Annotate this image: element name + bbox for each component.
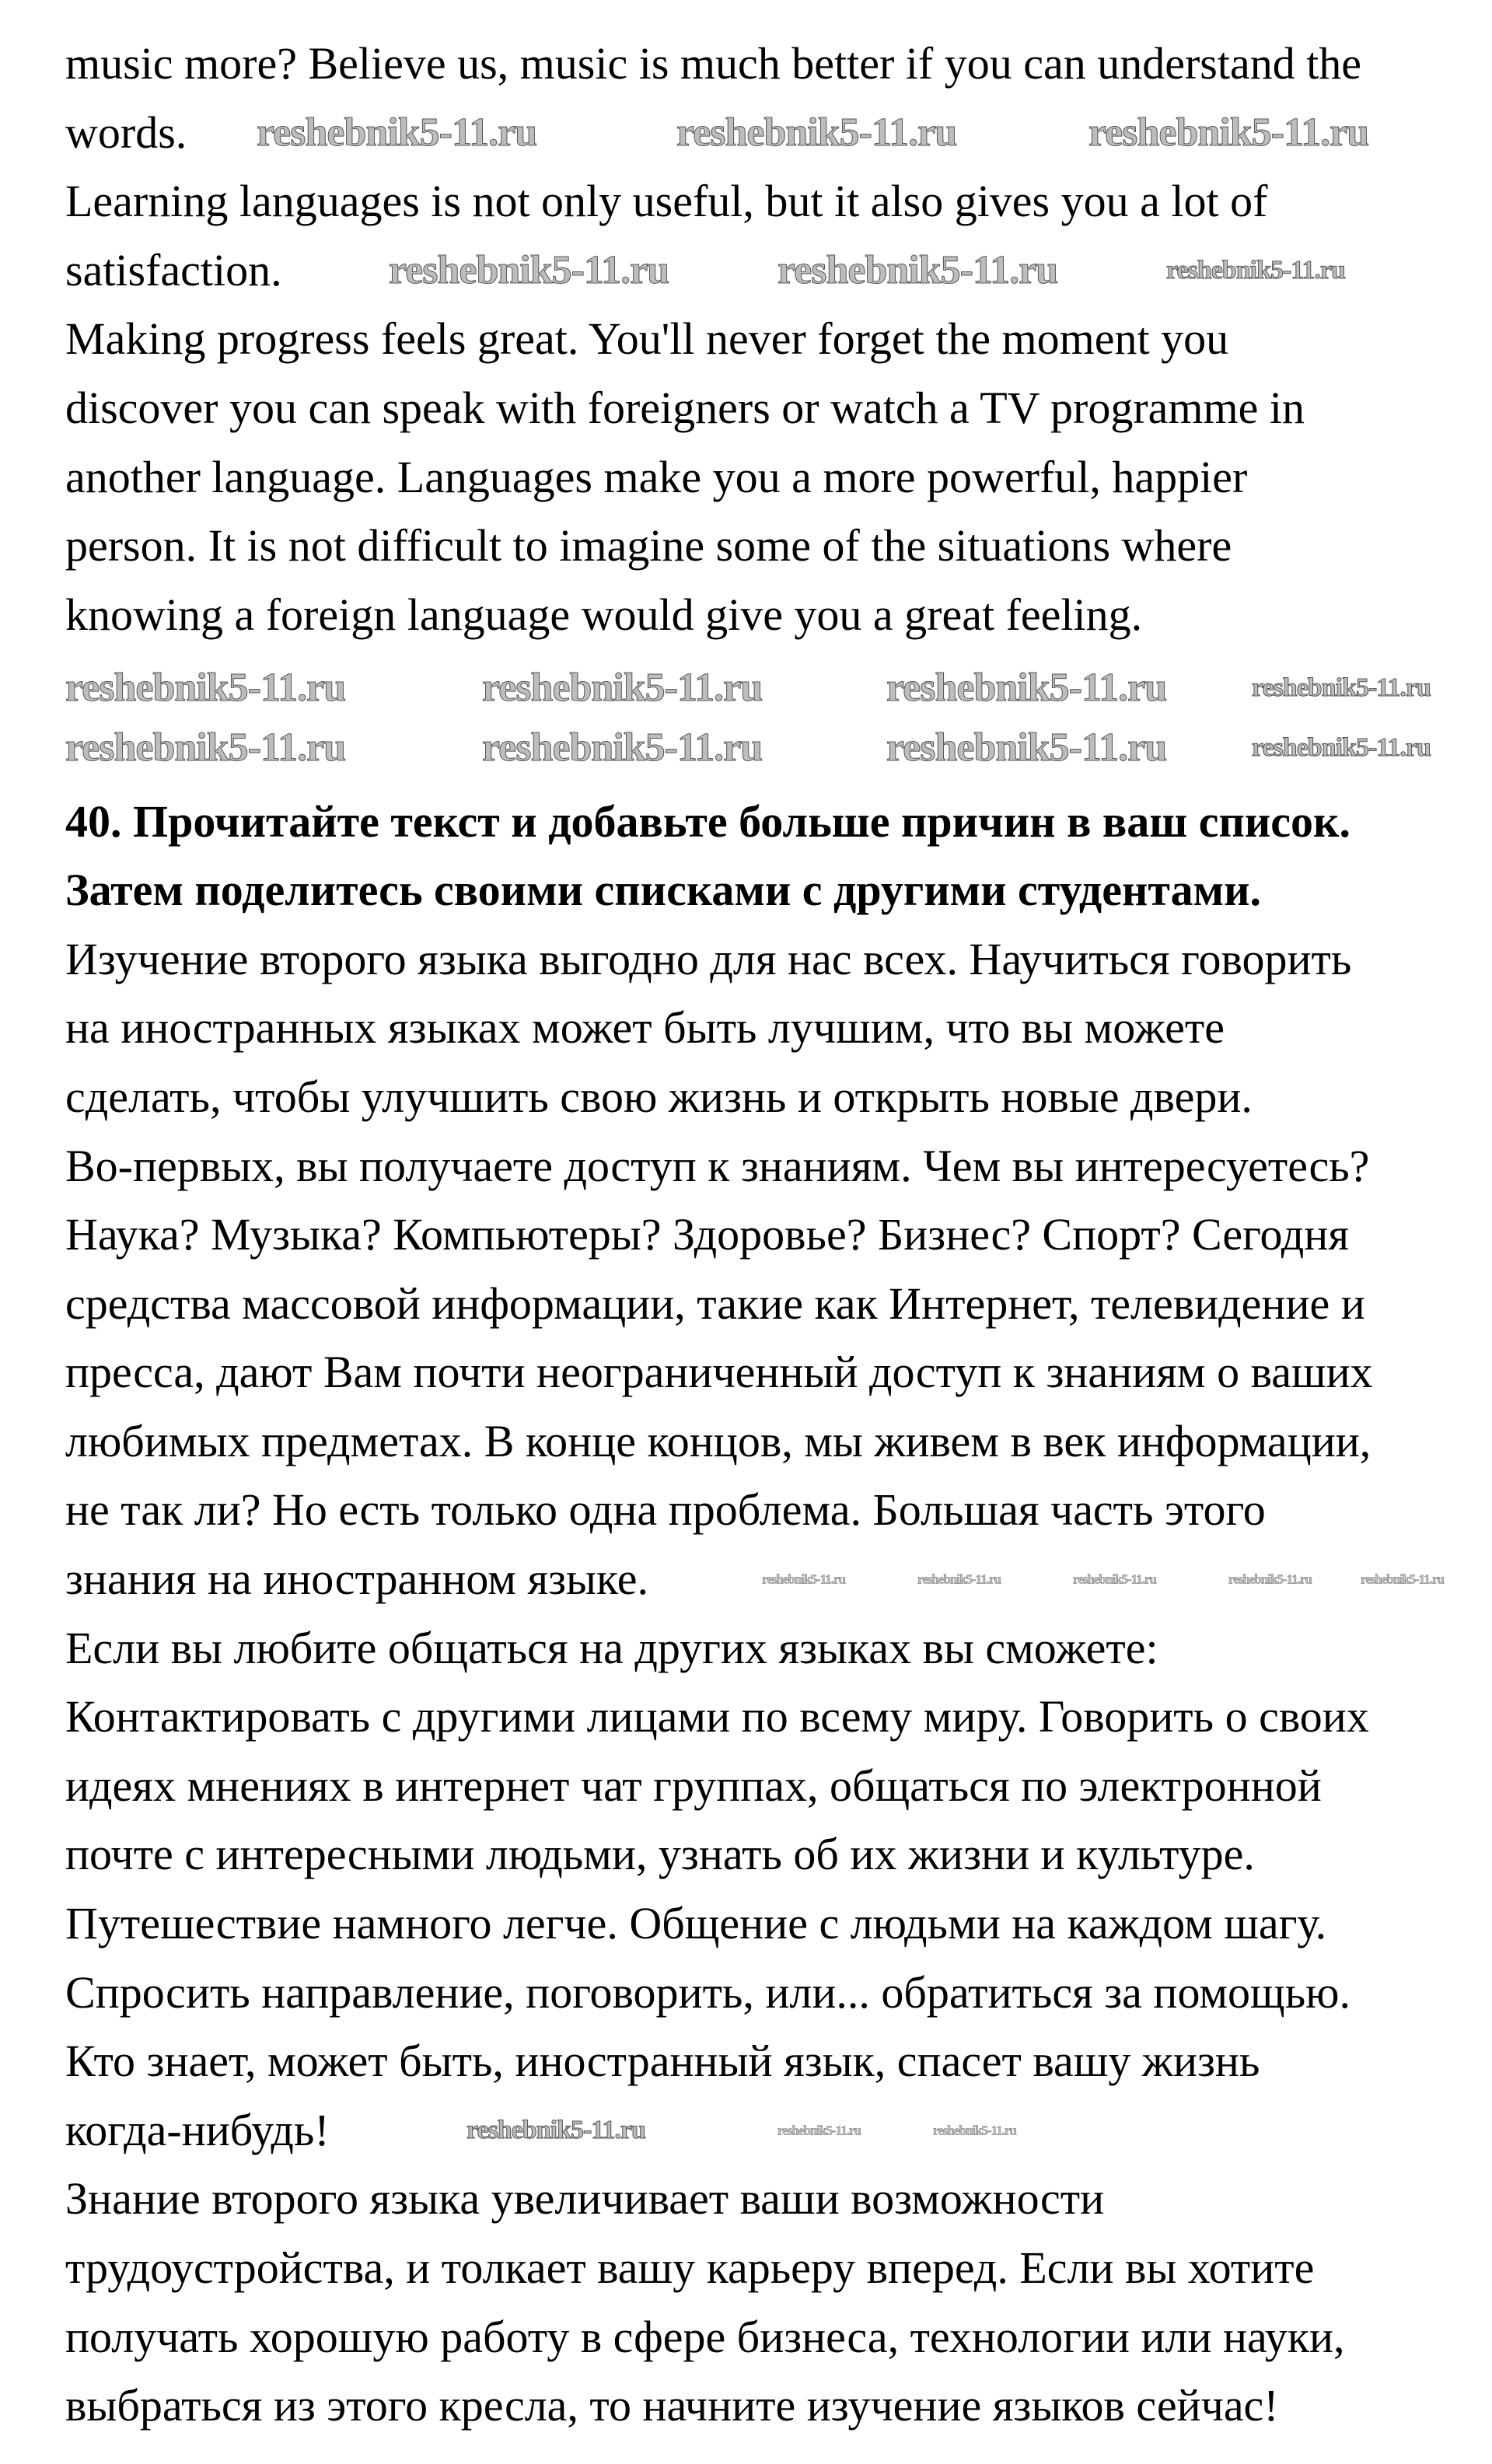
text-line: любимых предметах. В конце концов, мы живем в век информации, [65, 1415, 1371, 1466]
text-line: получать хорошую работу в сфере бизнеса, технологии или науки, [65, 2311, 1345, 2362]
text-line: music more? Believe us, music is much better if you can understand the [65, 38, 1362, 89]
watermark: reshebnik5-11.ru [886, 725, 1167, 770]
text-line: Изучение второго языка выгодно для нас всех. Научиться говорить [65, 933, 1352, 984]
text-line: почте с интересными людьми, узнать об их жизни и культуре. [65, 1829, 1255, 1880]
watermark: reshebnik5-11.ru [777, 2123, 861, 2138]
text-line: Если вы любите общаться на других языках вы сможете: [65, 1622, 1158, 1673]
text-line: Знание второго языка увеличивает ваши возможности [65, 2173, 1105, 2225]
text-line: Наука? Музыка? Компьютеры? Здоровье? Бизнес? Спорт? Сегодня [65, 1209, 1350, 1260]
watermark: reshebnik5-11.ru [933, 2123, 1016, 2138]
document-text [65, 30, 1465, 2441]
text-line: выбраться из этого кресла, то начните изучение языков сейчас! [65, 2380, 1279, 2431]
text-line: когда-нибудь! [65, 2104, 330, 2155]
text-line: пресса, дают Вам почти неограниченный доступ к знаниям о ваших [65, 1347, 1373, 1398]
watermark: reshebnik5-11.ru [1088, 110, 1369, 155]
watermark: reshebnik5-11.ru [886, 666, 1167, 710]
text-line: сделать, чтобы улучшить свою жизнь и открыть новые двери. [65, 1071, 1253, 1122]
watermark: reshebnik5-11.ru [1166, 256, 1345, 285]
text-line: средства массовой информации, такие как Интернет, телевидение и [65, 1277, 1365, 1329]
exercise-heading: 40. Прочитайте текст и добавьте больше причин в ваш список. [65, 795, 1350, 847]
text-line: идеях мнениях в интернет чат группах, общаться по электронной [65, 1760, 1322, 1811]
exercise-heading: Затем поделитесь своими списками с другими студентами. [65, 865, 1261, 916]
watermark: reshebnik5-11.ru [1073, 1571, 1156, 1587]
text-line: words. [65, 107, 187, 158]
watermark: reshebnik5-11.ru [257, 110, 537, 155]
text-line: Learning languages is not only useful, but it also gives you a lot of [65, 176, 1268, 227]
text-line: knowing a foreign language would give you a great feeling. [65, 589, 1143, 640]
watermark: reshebnik5-11.ru [1252, 733, 1431, 762]
text-line: Путешествие намного легче. Общение с людьми на каждом шагу. [65, 1898, 1327, 1949]
text-line: Во-первых, вы получаете доступ к знаниям. Чем вы интересуетесь? [65, 1140, 1370, 1191]
watermark: reshebnik5-11.ru [482, 725, 763, 770]
watermark: reshebnik5-11.ru [482, 666, 763, 710]
text-line: another language. Languages make you a more powerful, happier [65, 451, 1248, 502]
watermark: reshebnik5-11.ru [762, 1571, 845, 1587]
watermark: reshebnik5-11.ru [65, 725, 346, 770]
watermark: reshebnik5-11.ru [917, 1571, 1001, 1587]
text-line: на иностранных языках может быть лучшим, что вы можете [65, 1002, 1225, 1054]
text-line: satisfaction. [65, 244, 282, 295]
watermark: reshebnik5-11.ru [389, 248, 669, 292]
text-line: discover you can speak with foreigners or watch a TV programme in [65, 382, 1305, 433]
text-line: Спросить направление, поговорить, или... обратиться за помощью. [65, 1966, 1350, 2018]
text-line: знания на иностранном языке. [65, 1554, 649, 1605]
watermark: reshebnik5-11.ru [1361, 1571, 1444, 1587]
text-line: трудоустройства, и толкает вашу карьеру вперед. Если вы хотите [65, 2242, 1315, 2293]
watermark: reshebnik5-11.ru [65, 666, 346, 710]
text-line: Контактировать с другими лицами по всему миру. Говорить о своих [65, 1691, 1369, 1742]
text-line: person. It is not difficult to imagine some of the situations where [65, 520, 1232, 571]
watermark: reshebnik5-11.ru [777, 248, 1058, 292]
watermark: reshebnik5-11.ru [676, 110, 957, 155]
text-line: Making progress feels great. You'll never forget the moment you [65, 313, 1229, 365]
watermark: reshebnik5-11.ru [1252, 673, 1431, 702]
watermark: reshebnik5-11.ru [466, 2116, 645, 2144]
watermark: reshebnik5-11.ru [1228, 1571, 1312, 1587]
text-line: не так ли? Но есть только одна проблема. Большая часть этого [65, 1484, 1266, 1536]
text-line: Кто знает, может быть, иностранный язык, спасет вашу жизнь [65, 2036, 1260, 2087]
